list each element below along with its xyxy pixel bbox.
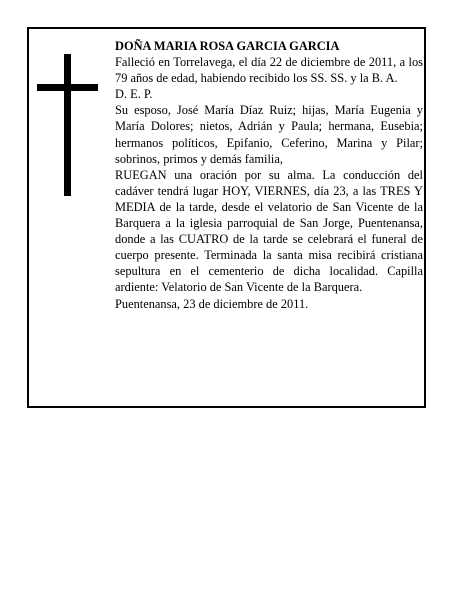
death-info: Falleció en Torrelavega, el día 22 de diciembre de 2011, a los 79 años de edad, habiendo recibido los SS. SS. y la B. A. [115, 55, 423, 86]
place-date: Puentenansa, 23 de diciembre de 2011. [115, 296, 309, 311]
prayer-request: RUEGAN una oración por su alma. La conducción del cadáver tendrá lugar HOY, VIERNES, día 23, a las TRES Y MEDIA de la tarde, desde el velatorio de San Vicente de la Barquera a la iglesia parroquial de San Jorge, Puentenansa, donde a las CUATRO de la tarde se celebrará el funeral de cuerpo presente. Terminada la santa misa recibirá cristiana sepultura en el cementerio de dicha localidad. Capilla ardiente: Velatorio de San Vicente de la Barquera. [115, 167, 423, 295]
family-list: Su esposo, José María Díaz Ruiz; hijas, María Eugenia y María Dolores; nietos, Adrián y Paula; hermana, Eusebia; hermanos políticos, Epifanio, Ceferino, Marina y Pilar; sobrinos, primos y demás familia, [115, 103, 423, 166]
rip-line: D. E. P. [115, 87, 153, 102]
cross-horizontal-bar [37, 84, 98, 91]
obituary-text-block [115, 38, 423, 312]
cross-vertical-bar [64, 54, 71, 196]
deceased-name: DOÑA MARIA ROSA GARCIA GARCIA [115, 39, 340, 53]
